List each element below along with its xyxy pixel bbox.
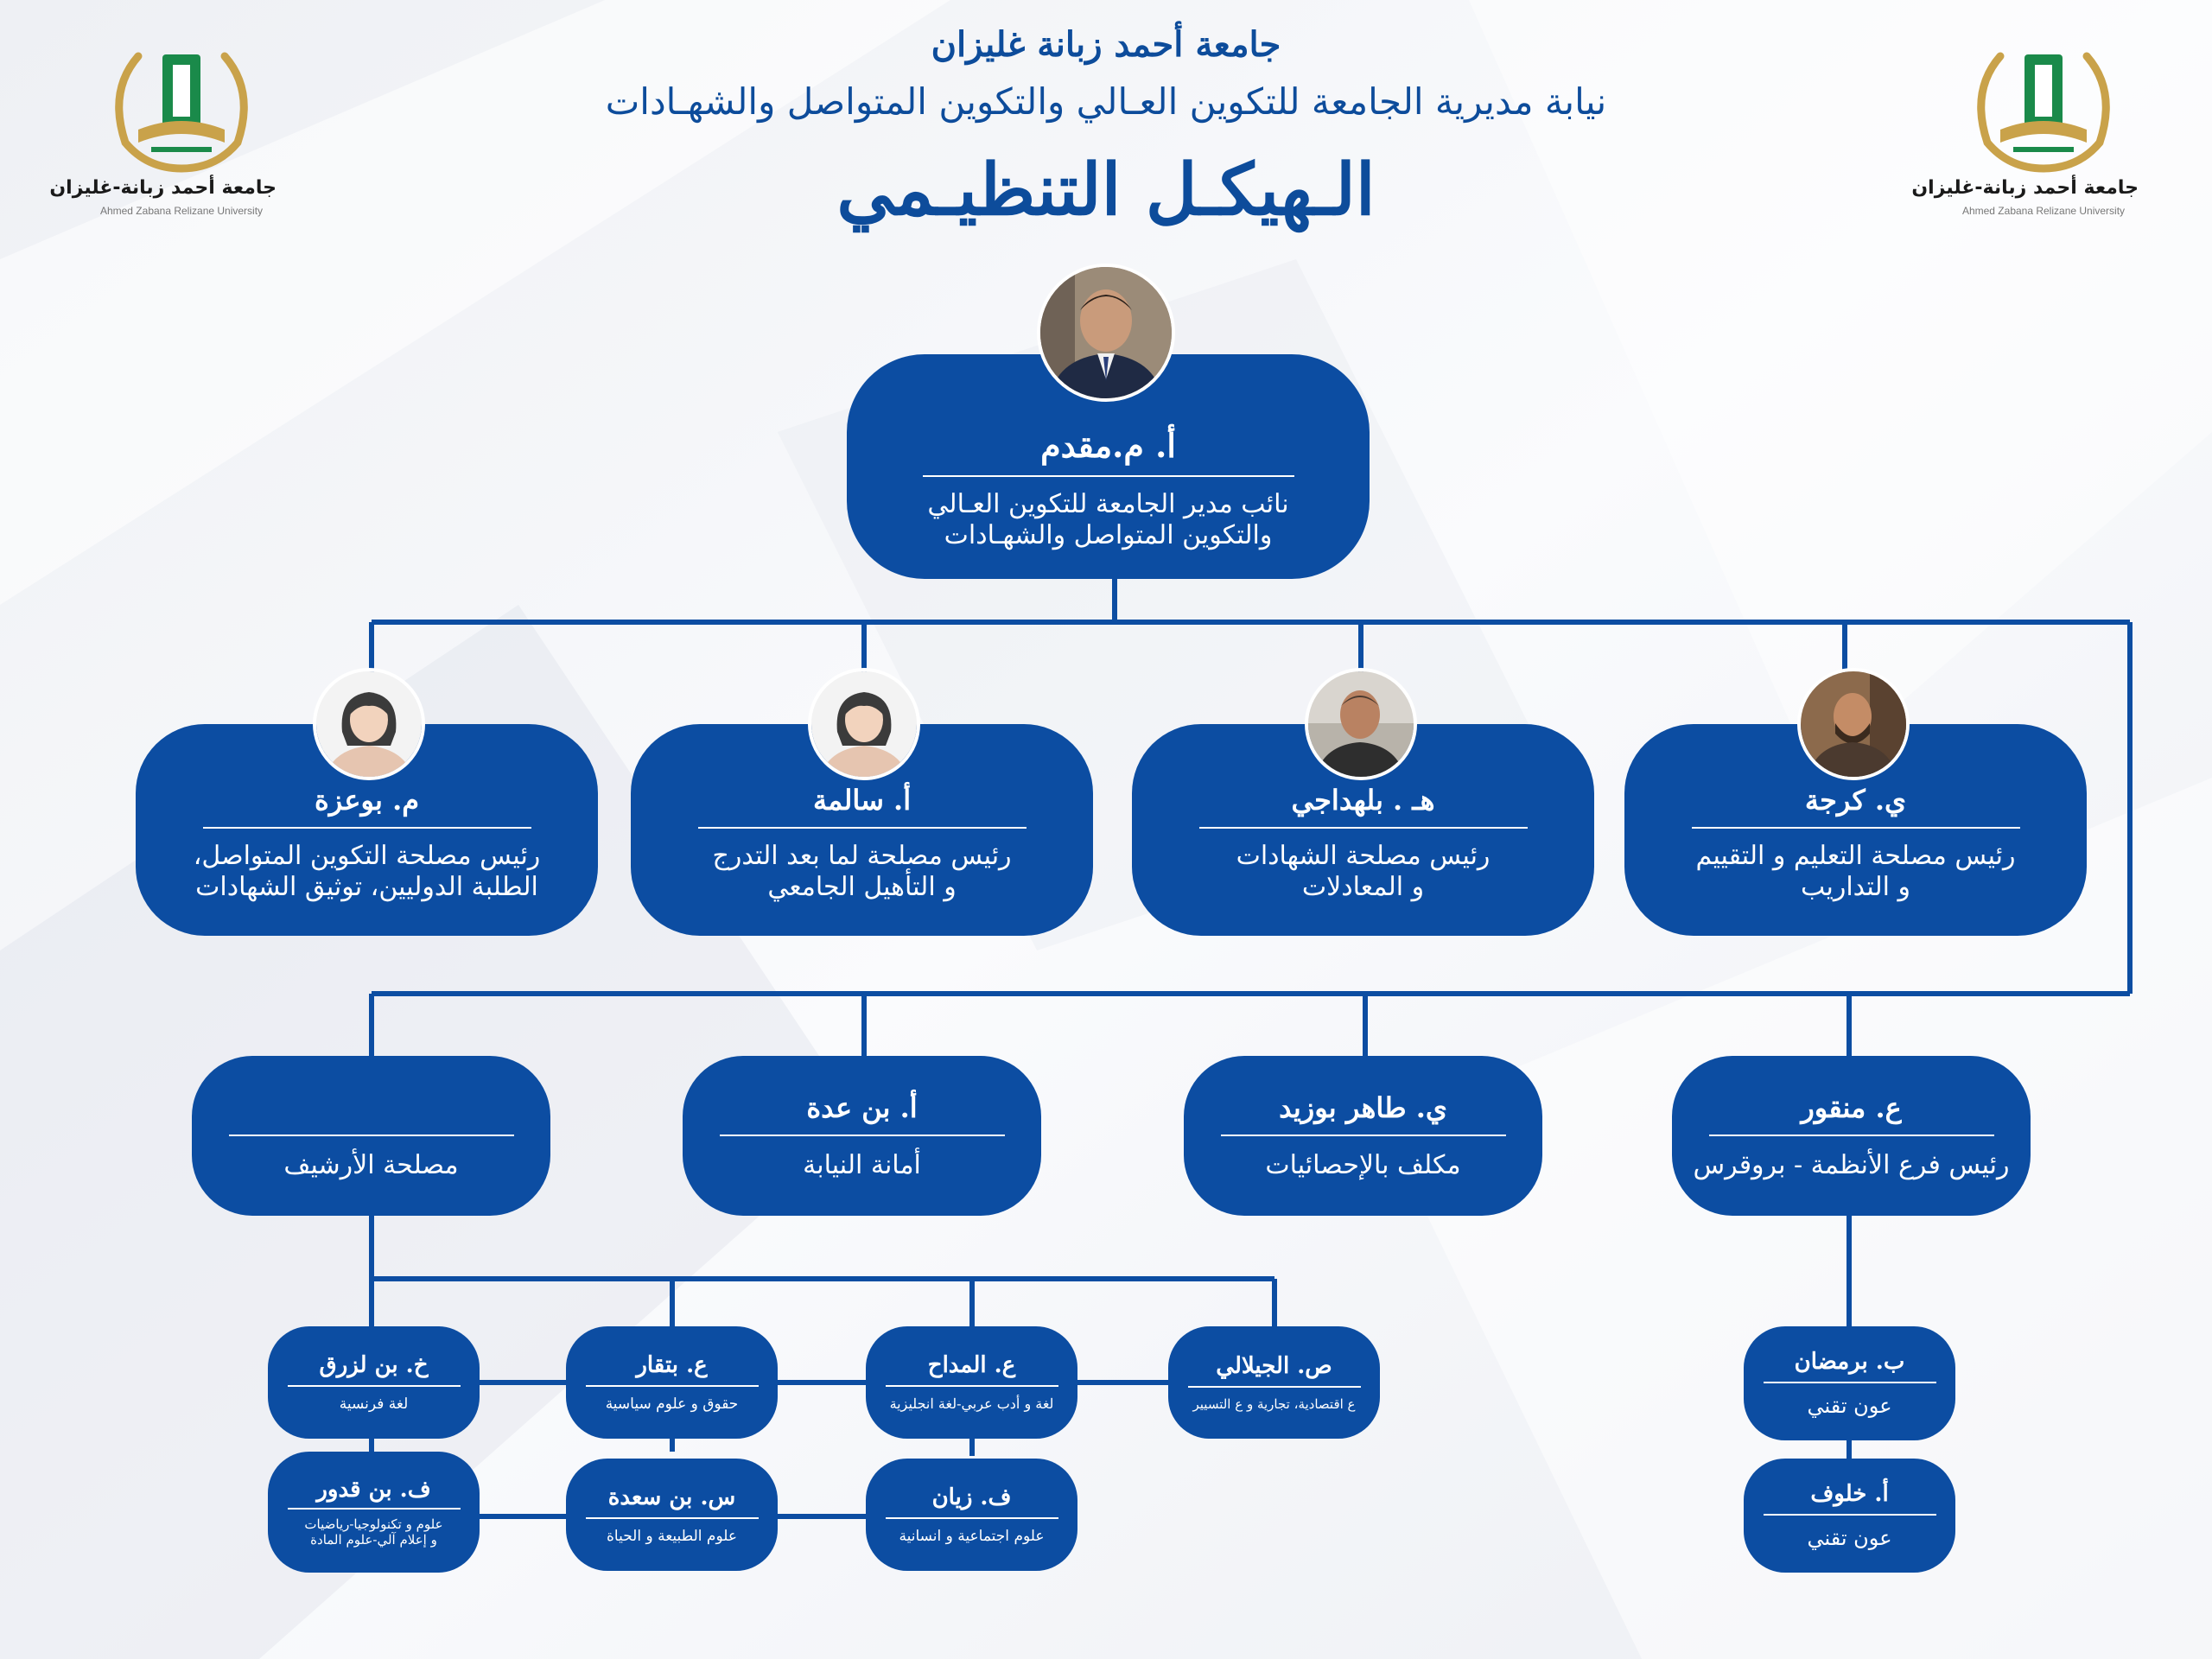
service-name-3: أ. سالمة	[812, 783, 912, 817]
service-name-4: م. بوعزة	[314, 783, 420, 817]
tech-staff-divider-2	[1764, 1514, 1936, 1516]
unit-divider-2	[1221, 1135, 1506, 1136]
archive-staff-role-5: علوم اجتماعية و انسانية	[899, 1527, 1045, 1545]
unit-box-3	[683, 1056, 1041, 1216]
logo-arabic-text: جامعة أحمد زبانة-غليزان	[1911, 177, 2139, 199]
archive-staff-divider-2	[886, 1385, 1058, 1387]
head-divider	[923, 475, 1294, 477]
page-title: الـهيكـل التنظيـمي	[836, 149, 1376, 232]
unit-divider-4	[229, 1135, 514, 1136]
female-avatar-icon	[313, 668, 425, 780]
tech-staff-name-1: ب. برمضان	[1794, 1348, 1905, 1375]
service-role-2: رئيس مصلحة الشهادات و المعادلات	[1236, 840, 1491, 902]
archive-staff-name-4: خ. بن لزرق	[319, 1351, 429, 1378]
archive-staff-name-2: ع. المداح	[927, 1352, 1016, 1379]
tech-staff-name-2: أ. خلوف	[1810, 1480, 1889, 1507]
archive-staff-role-1: ع اقتصادية، تجارية و ع التسيير	[1192, 1396, 1356, 1412]
archive-staff-name-3: ع. بتقار	[636, 1351, 708, 1378]
archive-staff-name-5: ف. زيان	[931, 1484, 1012, 1510]
tech-staff-box-2	[1744, 1459, 1955, 1573]
archive-staff-name-1: ص. الجيلالي	[1216, 1353, 1332, 1379]
service-name-2: هـ . بلهداجي	[1291, 783, 1435, 817]
archive-staff-box-7	[268, 1452, 480, 1573]
archive-staff-divider-1	[1188, 1386, 1361, 1388]
archive-staff-box-6	[566, 1459, 778, 1571]
logo-english-text: Ahmed Zabana Relizane University	[99, 205, 264, 217]
service-divider-4	[203, 827, 531, 829]
unit-name-2: ي. طاهر بوزيد	[1279, 1090, 1447, 1124]
male-photo-icon	[1037, 264, 1175, 402]
service-role-3: رئيس مصلحة لما بعد التدرج و التأهيل الجامعي	[712, 840, 1012, 902]
unit-box-2	[1184, 1056, 1542, 1216]
archive-staff-name-6: س. بن سعدة	[607, 1484, 736, 1510]
archive-staff-box-2	[866, 1326, 1077, 1439]
archive-staff-divider-6	[586, 1517, 759, 1519]
service-name-1: ي. كرجة	[1804, 783, 1907, 817]
service-divider-2	[1199, 827, 1528, 829]
male-photo-icon	[1797, 668, 1910, 780]
archive-staff-box-1	[1168, 1326, 1380, 1439]
archive-staff-role-2: لغة و أدب عربي-لغة انجليزية	[889, 1395, 1054, 1413]
tech-staff-role-1: عون تقني	[1807, 1393, 1892, 1418]
male-photo-icon	[1305, 668, 1417, 780]
tech-staff-box-1	[1744, 1326, 1955, 1440]
archive-staff-role-4: لغة فرنسية	[339, 1395, 409, 1413]
logo-arabic-text: جامعة أحمد زبانة-غليزان	[49, 177, 276, 199]
unit-box-4	[192, 1056, 550, 1216]
vice-rectorate-name: نيابة مديرية الجامعة للتكوين العـالي والتكوين المتواصل والشهـادات	[605, 80, 1607, 123]
archive-staff-box-5	[866, 1459, 1077, 1571]
unit-role-3: أمانة النيابة	[803, 1149, 921, 1180]
unit-role-4: مصلحة الأرشيف	[283, 1149, 459, 1180]
unit-box-1	[1672, 1056, 2031, 1216]
university-name: جامعة أحمد زبانة غليزان	[931, 24, 1281, 65]
service-divider-3	[698, 827, 1027, 829]
unit-divider-1	[1709, 1135, 1994, 1136]
unit-role-2: مكلف بالإحصائيات	[1265, 1149, 1461, 1180]
archive-staff-divider-4	[288, 1385, 461, 1387]
archive-staff-role-3: حقوق و علوم سياسية	[605, 1395, 739, 1413]
unit-divider-3	[720, 1135, 1005, 1136]
logo-english-text: Ahmed Zabana Relizane University	[1961, 205, 2126, 217]
tech-staff-divider-1	[1764, 1382, 1936, 1383]
unit-name-1: ع. منقور	[1801, 1090, 1902, 1124]
tech-staff-role-2: عون تقني	[1807, 1525, 1892, 1550]
archive-staff-divider-3	[586, 1385, 759, 1387]
head-name: أ. م.مقدم	[1040, 425, 1176, 465]
archive-staff-name-7: ف. بن قدور	[316, 1477, 431, 1503]
unit-role-1: رئيس فرع الأنظمة - بروقرس	[1693, 1149, 2010, 1180]
archive-staff-box-3	[566, 1326, 778, 1439]
archive-staff-divider-5	[886, 1517, 1058, 1519]
archive-staff-role-7: علوم و تكنولوجيا-رياضيات و إعلام آلي-علوم المادة	[304, 1516, 443, 1548]
female-avatar-icon	[808, 668, 920, 780]
service-divider-1	[1692, 827, 2020, 829]
service-role-4: رئيس مصلحة التكوين المتواصل، الطلبة الدوليين، توثيق الشهادات	[193, 840, 541, 902]
archive-staff-role-6: علوم الطبيعة و الحياة	[606, 1527, 738, 1545]
archive-staff-box-4	[268, 1326, 480, 1439]
archive-staff-divider-7	[288, 1508, 461, 1510]
unit-name-3: أ. بن عدة	[806, 1090, 918, 1124]
head-role: نائب مدير الجامعة للتكوين العـالي والتكوين المتواصل والشهـادات	[927, 488, 1289, 550]
service-role-1: رئيس مصلحة التعليم و التقييم و التداريب	[1695, 840, 2016, 902]
